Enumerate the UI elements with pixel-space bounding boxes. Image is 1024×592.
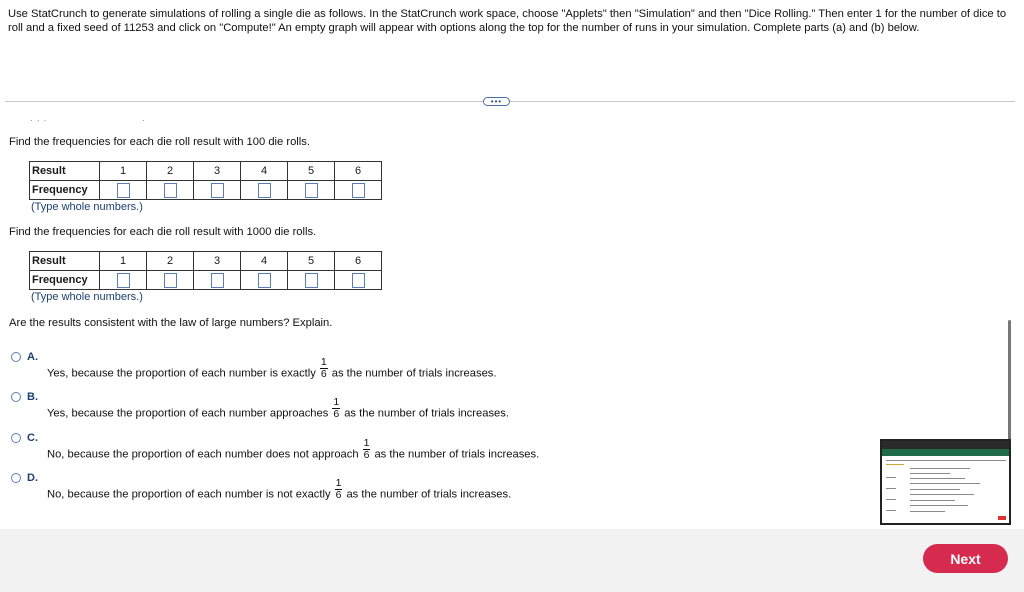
- frequency-label: Frequency: [30, 271, 100, 290]
- result-cell: 6: [335, 252, 382, 271]
- result-cell: 4: [241, 162, 288, 181]
- result-cell: 5: [288, 252, 335, 271]
- option-text-before: No, because the proportion of each number does not approach: [47, 448, 359, 461]
- frequency-cell: [147, 271, 194, 290]
- fraction-denominator: 6: [333, 408, 340, 420]
- frequency-label: Frequency: [30, 181, 100, 200]
- frequency-input-6[interactable]: [352, 183, 365, 198]
- option-text: [47, 396, 509, 425]
- option-text-after: as the number of trials increases.: [344, 407, 509, 420]
- more-button[interactable]: •••: [483, 97, 510, 106]
- frequency-input-1[interactable]: [117, 273, 130, 288]
- option-text: [47, 477, 512, 506]
- option-letter: C.: [27, 432, 38, 444]
- whole-numbers-note: (Type whole numbers.): [31, 201, 143, 213]
- option-text: [47, 437, 540, 466]
- thumbnail-line: [886, 499, 896, 500]
- decorative-dots: · · ·: [30, 116, 48, 125]
- question-1000-rolls: Find the frequencies for each die roll result with 1000 die rolls.: [9, 226, 317, 238]
- fraction-denominator: 6: [363, 449, 370, 461]
- thumbnail-line: [910, 489, 960, 490]
- fraction-numerator: 1: [333, 396, 340, 408]
- result-label: Result: [30, 162, 100, 181]
- result-cell: 3: [194, 162, 241, 181]
- frequency-cell: [100, 181, 147, 200]
- frequency-input-4[interactable]: [258, 273, 271, 288]
- frequency-cell: [147, 181, 194, 200]
- table-row-frequency: [30, 271, 382, 290]
- fraction: [335, 478, 343, 501]
- consistency-question: Are the results consistent with the law of large numbers? Explain.: [9, 317, 333, 329]
- fraction-numerator: 1: [363, 437, 370, 449]
- fraction-denominator: 6: [320, 368, 327, 380]
- thumbnail-line: [886, 510, 896, 511]
- radio-button[interactable]: [11, 473, 21, 483]
- option-text-after: as the number of trials increases.: [374, 448, 540, 461]
- frequency-table-100: [29, 161, 382, 200]
- result-cell: 2: [147, 252, 194, 271]
- thumbnail-menu-bar: [882, 449, 1009, 456]
- whole-numbers-note: (Type whole numbers.): [31, 291, 143, 303]
- decorative-dot: ·: [142, 116, 145, 125]
- frequency-cell: [335, 271, 382, 290]
- thumbnail-line: [910, 500, 955, 501]
- thumbnail-line: [910, 505, 968, 506]
- option-text-after: as the number of trials increases.: [331, 367, 497, 380]
- frequency-cell: [241, 181, 288, 200]
- thumbnail-title-bar: [882, 441, 1009, 449]
- frequency-cell: [335, 181, 382, 200]
- section-divider: [5, 101, 1015, 102]
- fraction-denominator: 6: [335, 489, 342, 501]
- option-letter: B.: [27, 391, 38, 403]
- fraction-numerator: 1: [335, 477, 342, 489]
- thumbnail-line: [910, 483, 980, 484]
- thumbnail-line: [886, 460, 1006, 461]
- next-button[interactable]: Next: [923, 544, 1008, 573]
- frequency-input-4[interactable]: [258, 183, 271, 198]
- table-row-result: [30, 162, 382, 181]
- thumbnail-line: [910, 511, 945, 512]
- fraction: [320, 357, 328, 380]
- option-text-before: No, because the proportion of each number is not exactly: [47, 488, 331, 501]
- result-cell: 4: [241, 252, 288, 271]
- option-text: [47, 356, 497, 385]
- thumbnail-line: [886, 464, 904, 465]
- frequency-table-1000: [29, 251, 382, 290]
- radio-button[interactable]: [11, 433, 21, 443]
- option-letter: D.: [27, 472, 38, 484]
- scrollbar[interactable]: [1008, 320, 1011, 440]
- frequency-input-2[interactable]: [164, 273, 177, 288]
- result-cell: 6: [335, 162, 382, 181]
- frequency-cell: [241, 271, 288, 290]
- result-cell: 1: [100, 162, 147, 181]
- fraction: [363, 438, 371, 461]
- thumbnail-line: [886, 477, 896, 478]
- radio-button[interactable]: [11, 392, 21, 402]
- result-cell: 5: [288, 162, 335, 181]
- frequency-cell: [194, 271, 241, 290]
- thumbnail-line: [910, 468, 970, 469]
- option-letter: A.: [27, 351, 38, 363]
- frequency-input-1[interactable]: [117, 183, 130, 198]
- result-cell: 2: [147, 162, 194, 181]
- frequency-cell: [288, 181, 335, 200]
- thumbnail-line: [910, 494, 974, 495]
- frequency-cell: [100, 271, 147, 290]
- table-row-result: [30, 252, 382, 271]
- fraction: [332, 397, 340, 420]
- instructions-text: Use StatCrunch to generate simulations of rolling a single die as follows. In the StatCrunch work space, choose "Applets" then "Simulation" and then "Dice Rolling." Then enter 1 for the number of dice to roll and a fixed seed of 11253 and click on "Compute!" An empty graph will appear with options along the top for the number of runs in your simulation. Complete parts (a) and (b) below.: [8, 8, 1007, 34]
- option-text-before: Yes, because the proportion of each number approaches: [47, 407, 329, 420]
- thumbnail-line: [886, 488, 896, 489]
- option-text-after: as the number of trials increases.: [346, 488, 512, 501]
- frequency-input-5[interactable]: [305, 273, 318, 288]
- thumbnail-next-button: [998, 516, 1006, 520]
- question-100-rolls: Find the frequencies for each die roll result with 100 die rolls.: [9, 136, 310, 148]
- thumbnail-line: [910, 478, 965, 479]
- frequency-input-5[interactable]: [305, 183, 318, 198]
- result-label: Result: [30, 252, 100, 271]
- frequency-input-3[interactable]: [211, 273, 224, 288]
- result-cell: 1: [100, 252, 147, 271]
- screenshot-thumbnail[interactable]: [880, 439, 1011, 525]
- option-text-before: Yes, because the proportion of each number is exactly: [47, 367, 316, 380]
- frequency-cell: [288, 271, 335, 290]
- frequency-input-6[interactable]: [352, 273, 365, 288]
- fraction-numerator: 1: [320, 356, 327, 368]
- frequency-input-2[interactable]: [164, 183, 177, 198]
- table-row-frequency: [30, 181, 382, 200]
- frequency-input-3[interactable]: [211, 183, 224, 198]
- thumbnail-line: [910, 473, 950, 474]
- frequency-cell: [194, 181, 241, 200]
- result-cell: 3: [194, 252, 241, 271]
- footer-bar: [0, 529, 1024, 592]
- radio-button[interactable]: [11, 352, 21, 362]
